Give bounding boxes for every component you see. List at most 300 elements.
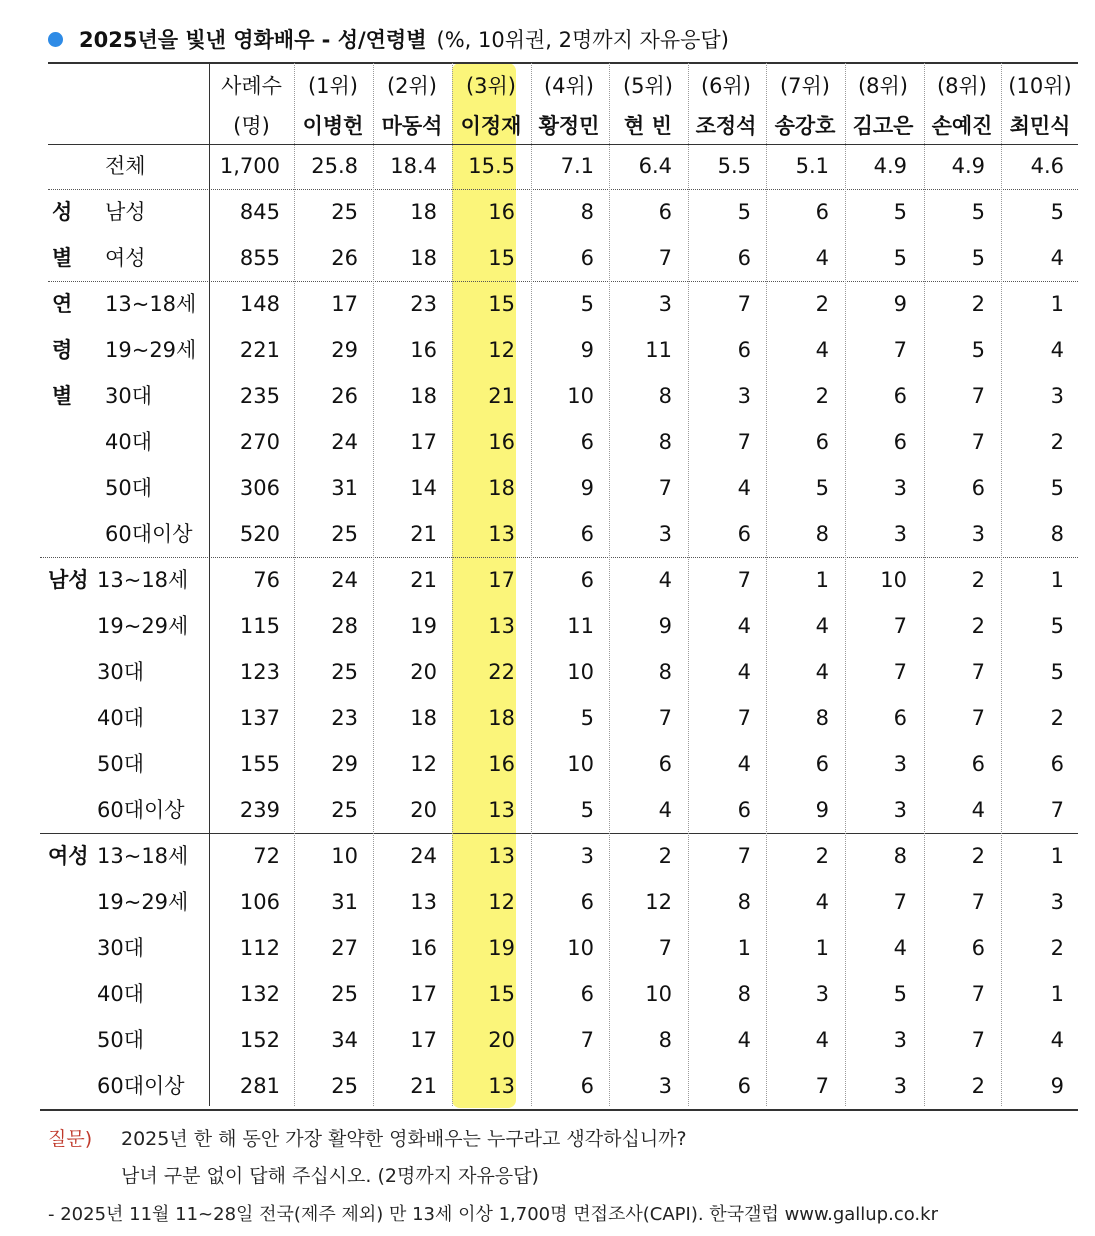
value-cell: 8 — [737, 982, 751, 1006]
value-cell: 4 — [1050, 1028, 1064, 1052]
value-cell: 17 — [331, 292, 358, 316]
value-cell: 2 — [815, 384, 829, 408]
value-cell: 6 — [1050, 752, 1064, 776]
value-cell: 6 — [658, 200, 672, 224]
value-cell: 16 — [488, 200, 515, 224]
header-actor: 최민식 — [1009, 114, 1071, 138]
value-cell: 2 — [971, 292, 985, 316]
value-cell: 1 — [1050, 844, 1064, 868]
value-cell: 15 — [488, 246, 515, 270]
value-cell: 4 — [815, 338, 829, 362]
value-cell: 6 — [737, 246, 751, 270]
value-cell: 6 — [580, 890, 594, 914]
value-cell: 6 — [971, 936, 985, 960]
value-cell: 12 — [488, 338, 515, 362]
value-cell: 6 — [737, 1074, 751, 1098]
value-cell: 6 — [815, 752, 829, 776]
value-cell: 13 — [488, 844, 515, 868]
value-cell: 6 — [971, 476, 985, 500]
value-cell: 4 — [815, 246, 829, 270]
value-cell: 31 — [331, 476, 358, 500]
value-cell: 6 — [737, 338, 751, 362]
column-divider — [373, 63, 374, 1106]
value-cell: 5 — [971, 200, 985, 224]
value-cell: 1 — [1050, 982, 1064, 1006]
value-cell: 7 — [893, 660, 907, 684]
value-cell: 4 — [1050, 246, 1064, 270]
value-cell: 6 — [580, 246, 594, 270]
group-row-count: 148 — [239, 292, 280, 316]
value-cell: 2 — [1050, 706, 1064, 730]
value-cell: 6 — [893, 706, 907, 730]
value-cell: 3 — [893, 522, 907, 546]
column-divider — [531, 63, 532, 1106]
table-bottom-border — [40, 1109, 1078, 1111]
value-cell: 3 — [1050, 384, 1064, 408]
group-row-count: 72 — [253, 844, 280, 868]
value-cell: 12 — [410, 752, 437, 776]
value-cell: 5 — [580, 292, 594, 316]
value-cell: 18.4 — [390, 154, 437, 178]
value-cell: 5 — [893, 246, 907, 270]
value-cell: 25 — [331, 200, 358, 224]
value-cell: 5 — [815, 476, 829, 500]
value-cell: 3 — [658, 292, 672, 316]
group-row-count: 112 — [239, 936, 280, 960]
value-cell: 16 — [410, 936, 437, 960]
group-row-label: 50대 — [97, 1028, 145, 1052]
value-cell: 31 — [331, 890, 358, 914]
value-cell: 7 — [737, 292, 751, 316]
header-rank: (5위) — [622, 74, 674, 98]
value-cell: 18 — [410, 384, 437, 408]
value-cell: 21 — [410, 568, 437, 592]
value-cell: 7 — [893, 890, 907, 914]
value-cell: 25 — [331, 1074, 358, 1098]
group-row-label: 60대이상 — [97, 798, 185, 822]
group-row-count: 306 — [239, 476, 280, 500]
value-cell: 5 — [1050, 614, 1064, 638]
value-cell: 4 — [737, 476, 751, 500]
group-row-count: 152 — [239, 1028, 280, 1052]
value-cell: 21 — [488, 384, 515, 408]
value-cell: 3 — [893, 476, 907, 500]
value-cell: 7 — [737, 568, 751, 592]
value-cell: 9 — [580, 476, 594, 500]
value-cell: 4 — [658, 568, 672, 592]
group-label-char: 령 — [52, 338, 73, 362]
value-cell: 3 — [893, 1074, 907, 1098]
value-cell: 7 — [580, 1028, 594, 1052]
value-cell: 5 — [893, 200, 907, 224]
header-actor: 이병헌 — [302, 114, 364, 138]
value-cell: 3 — [658, 1074, 672, 1098]
group-row-label: 13~18세 — [105, 292, 197, 316]
group-row-count: 123 — [239, 660, 280, 684]
value-cell: 1 — [737, 936, 751, 960]
value-cell: 15 — [488, 292, 515, 316]
group-label: 남성 — [48, 568, 89, 592]
value-cell: 6 — [580, 568, 594, 592]
value-cell: 6 — [893, 430, 907, 454]
value-cell: 3 — [893, 798, 907, 822]
value-cell: 3 — [893, 1028, 907, 1052]
group-row-count: 106 — [239, 890, 280, 914]
value-cell: 28 — [331, 614, 358, 638]
value-cell: 13 — [488, 614, 515, 638]
group-label-char: 별 — [52, 246, 73, 270]
value-cell: 21 — [410, 522, 437, 546]
header-actor: 손예진 — [931, 114, 993, 138]
value-cell: 20 — [488, 1028, 515, 1052]
header-actor: 현 빈 — [624, 114, 672, 138]
value-cell: 10 — [331, 844, 358, 868]
header-rank: (3위) — [465, 74, 517, 98]
value-cell: 24 — [331, 430, 358, 454]
value-cell: 5 — [1050, 660, 1064, 684]
group-row-count: 76 — [253, 568, 280, 592]
group-row-count: 132 — [239, 982, 280, 1006]
value-cell: 20 — [410, 660, 437, 684]
group-row-label: 여성 — [105, 246, 146, 270]
value-cell: 10 — [567, 936, 594, 960]
group-row-label: 30대 — [97, 660, 145, 684]
value-cell: 24 — [331, 568, 358, 592]
header-rank: (8위) — [936, 74, 988, 98]
value-cell: 7 — [737, 430, 751, 454]
group-row-count: 221 — [239, 338, 280, 362]
value-cell: 2 — [815, 292, 829, 316]
value-cell: 7 — [893, 614, 907, 638]
group-border — [40, 833, 1078, 834]
group-row-count: 115 — [239, 614, 280, 638]
value-cell: 8 — [893, 844, 907, 868]
value-cell: 22 — [488, 660, 515, 684]
value-cell: 8 — [1050, 522, 1064, 546]
value-cell: 5 — [580, 706, 594, 730]
value-cell: 13 — [488, 798, 515, 822]
value-cell: 6.4 — [638, 154, 672, 178]
group-row-label: 60대이상 — [97, 1074, 185, 1098]
value-cell: 10 — [880, 568, 907, 592]
value-cell: 4 — [815, 1028, 829, 1052]
value-cell: 7 — [893, 338, 907, 362]
group-row-count: 137 — [239, 706, 280, 730]
value-cell: 7 — [737, 844, 751, 868]
value-cell: 5 — [971, 246, 985, 270]
value-cell: 16 — [488, 430, 515, 454]
value-cell: 9 — [893, 292, 907, 316]
group-row-count: 239 — [239, 798, 280, 822]
value-cell: 8 — [658, 430, 672, 454]
group-row-label: 13~18세 — [97, 568, 189, 592]
value-cell: 6 — [971, 752, 985, 776]
value-cell: 21 — [410, 1074, 437, 1098]
header-rank: (4위) — [543, 74, 595, 98]
value-cell: 25 — [331, 798, 358, 822]
value-cell: 7 — [971, 384, 985, 408]
value-cell: 16 — [410, 338, 437, 362]
value-cell: 4 — [737, 752, 751, 776]
value-cell: 4 — [893, 936, 907, 960]
value-cell: 6 — [658, 752, 672, 776]
value-cell: 6 — [580, 522, 594, 546]
value-cell: 3 — [893, 752, 907, 776]
group-row-label: 30대 — [105, 384, 153, 408]
title-main: 2025년을 빛낸 영화배우 - 성/연령별 — [79, 28, 427, 52]
value-cell: 17 — [410, 1028, 437, 1052]
value-cell: 18 — [488, 706, 515, 730]
question-line-2: 남녀 구분 없이 답해 주십시오. (2명까지 자유응답) — [121, 1165, 539, 1187]
group-row-count: 270 — [239, 430, 280, 454]
value-cell: 2 — [971, 1074, 985, 1098]
header-actor: 송강호 — [774, 114, 836, 138]
value-cell: 7 — [971, 430, 985, 454]
value-cell: 4 — [815, 660, 829, 684]
value-cell: 3 — [815, 982, 829, 1006]
value-cell: 7 — [971, 1028, 985, 1052]
group-row-label: 19~29세 — [97, 890, 189, 914]
group-row-count: 235 — [239, 384, 280, 408]
value-cell: 4 — [971, 798, 985, 822]
value-cell: 6 — [893, 384, 907, 408]
value-cell: 2 — [1050, 430, 1064, 454]
column-divider — [452, 63, 453, 1106]
column-divider — [209, 63, 210, 1106]
value-cell: 7 — [1050, 798, 1064, 822]
group-label-char: 성 — [52, 200, 73, 224]
value-cell: 20 — [410, 798, 437, 822]
value-cell: 26 — [331, 246, 358, 270]
value-cell: 6 — [737, 798, 751, 822]
value-cell: 19 — [410, 614, 437, 638]
value-cell: 2 — [971, 844, 985, 868]
value-cell: 9 — [1050, 1074, 1064, 1098]
value-cell: 2 — [971, 614, 985, 638]
group-row-label: 19~29세 — [97, 614, 189, 638]
value-cell: 19 — [488, 936, 515, 960]
value-cell: 8 — [580, 200, 594, 224]
group-row-count: 520 — [239, 522, 280, 546]
value-cell: 5 — [580, 798, 594, 822]
value-cell: 8 — [658, 384, 672, 408]
value-cell: 7 — [971, 660, 985, 684]
total-row-label: 전체 — [105, 154, 146, 178]
value-cell: 5.5 — [717, 154, 751, 178]
group-border — [40, 557, 1078, 558]
value-cell: 3 — [658, 522, 672, 546]
group-row-count: 845 — [239, 200, 280, 224]
value-cell: 1 — [1050, 292, 1064, 316]
value-cell: 5 — [971, 338, 985, 362]
group-row-label: 남성 — [105, 200, 146, 224]
value-cell: 7 — [658, 706, 672, 730]
group-row-count: 281 — [239, 1074, 280, 1098]
value-cell: 5 — [1050, 200, 1064, 224]
column-divider — [766, 63, 767, 1106]
group-label: 여성 — [48, 844, 89, 868]
value-cell: 1 — [1050, 568, 1064, 592]
column-divider — [1001, 63, 1002, 1106]
group-row-label: 30대 — [97, 936, 145, 960]
value-cell: 8 — [658, 660, 672, 684]
header-rank: (2위) — [386, 74, 438, 98]
value-cell: 11 — [567, 614, 594, 638]
value-cell: 7 — [737, 706, 751, 730]
total-row-count: 1,700 — [219, 154, 280, 178]
group-row-label: 50대 — [105, 476, 153, 500]
value-cell: 4 — [737, 614, 751, 638]
value-cell: 1 — [815, 568, 829, 592]
value-cell: 12 — [645, 890, 672, 914]
value-cell: 14 — [410, 476, 437, 500]
group-row-label: 40대 — [105, 430, 153, 454]
value-cell: 4 — [815, 890, 829, 914]
value-cell: 18 — [410, 200, 437, 224]
value-cell: 1 — [815, 936, 829, 960]
value-cell: 6 — [580, 982, 594, 1006]
value-cell: 4.9 — [873, 154, 907, 178]
group-row-label: 60대이상 — [105, 522, 193, 546]
value-cell: 2 — [971, 568, 985, 592]
header-actor: 조정석 — [695, 114, 757, 138]
value-cell: 6 — [815, 200, 829, 224]
value-cell: 9 — [580, 338, 594, 362]
value-cell: 25 — [331, 660, 358, 684]
group-row-count: 155 — [239, 752, 280, 776]
header-actor: 김고은 — [852, 114, 914, 138]
value-cell: 15 — [488, 982, 515, 1006]
title-sub: (%, 10위권, 2명까지 자유응답) — [436, 28, 729, 52]
value-cell: 7 — [658, 936, 672, 960]
value-cell: 23 — [410, 292, 437, 316]
question-line-1: 2025년 한 해 동안 가장 활약한 영화배우는 누구라고 생각하십니까? — [121, 1128, 687, 1150]
value-cell: 25 — [331, 982, 358, 1006]
value-cell: 18 — [410, 706, 437, 730]
header-rank: (6위) — [700, 74, 752, 98]
header-rank: (7위) — [779, 74, 831, 98]
value-cell: 3 — [580, 844, 594, 868]
value-cell: 4.9 — [951, 154, 985, 178]
value-cell: 29 — [331, 338, 358, 362]
value-cell: 3 — [1050, 890, 1064, 914]
header-rank: (10위) — [1008, 74, 1072, 98]
value-cell: 18 — [410, 246, 437, 270]
source-note: - 2025년 11월 11~28일 전국(제주 제외) 만 13세 이상 1,700명 면접조사(CAPI). 한국갤럽 www.gallup.co.kr — [48, 1204, 938, 1225]
value-cell: 15.5 — [468, 154, 515, 178]
column-divider — [845, 63, 846, 1106]
value-cell: 4 — [737, 660, 751, 684]
value-cell: 6 — [580, 1074, 594, 1098]
value-cell: 8 — [737, 890, 751, 914]
value-cell: 4 — [815, 614, 829, 638]
value-cell: 5 — [893, 982, 907, 1006]
value-cell: 6 — [737, 522, 751, 546]
value-cell: 29 — [331, 752, 358, 776]
value-cell: 27 — [331, 936, 358, 960]
value-cell: 2 — [658, 844, 672, 868]
value-cell: 9 — [658, 614, 672, 638]
value-cell: 8 — [658, 1028, 672, 1052]
value-cell: 17 — [410, 982, 437, 1006]
value-cell: 13 — [488, 1074, 515, 1098]
header-rank: (8위) — [857, 74, 909, 98]
value-cell: 7 — [658, 246, 672, 270]
value-cell: 13 — [488, 522, 515, 546]
value-cell: 5 — [737, 200, 751, 224]
value-cell: 17 — [410, 430, 437, 454]
group-row-label: 19~29세 — [105, 338, 197, 362]
header-actor: 황정민 — [538, 114, 600, 138]
value-cell: 4 — [658, 798, 672, 822]
group-label-char: 별 — [52, 384, 73, 408]
value-cell: 3 — [971, 522, 985, 546]
value-cell: 10 — [567, 752, 594, 776]
header-count-label: 사례수 — [221, 74, 282, 98]
value-cell: 7 — [658, 476, 672, 500]
value-cell: 7 — [971, 706, 985, 730]
value-cell: 13 — [410, 890, 437, 914]
header-actor: 이정재 — [460, 114, 522, 138]
value-cell: 8 — [815, 706, 829, 730]
value-cell: 10 — [645, 982, 672, 1006]
header-count-unit: (명) — [233, 114, 270, 138]
value-cell: 25 — [331, 522, 358, 546]
value-cell: 2 — [815, 844, 829, 868]
group-row-label: 13~18세 — [97, 844, 189, 868]
value-cell: 18 — [488, 476, 515, 500]
value-cell: 25.8 — [311, 154, 358, 178]
group-row-label: 50대 — [97, 752, 145, 776]
value-cell: 5 — [1050, 476, 1064, 500]
value-cell: 12 — [488, 890, 515, 914]
value-cell: 10 — [567, 660, 594, 684]
value-cell: 9 — [815, 798, 829, 822]
value-cell: 24 — [410, 844, 437, 868]
value-cell: 17 — [488, 568, 515, 592]
value-cell: 2 — [1050, 936, 1064, 960]
value-cell: 23 — [331, 706, 358, 730]
value-cell: 6 — [580, 430, 594, 454]
question-label: 질문) — [48, 1128, 93, 1150]
value-cell: 10 — [567, 384, 594, 408]
value-cell: 5.1 — [795, 154, 829, 178]
group-row-count: 855 — [239, 246, 280, 270]
value-cell: 26 — [331, 384, 358, 408]
column-divider — [294, 63, 295, 1106]
value-cell: 4 — [1050, 338, 1064, 362]
value-cell: 34 — [331, 1028, 358, 1052]
value-cell: 8 — [815, 522, 829, 546]
value-cell: 7 — [815, 1074, 829, 1098]
group-label-char: 연 — [52, 292, 73, 316]
value-cell: 7.1 — [560, 154, 594, 178]
value-cell: 7 — [971, 982, 985, 1006]
column-divider — [924, 63, 925, 1106]
column-divider — [609, 63, 610, 1106]
header-actor: 마동석 — [381, 114, 443, 138]
group-row-label: 40대 — [97, 982, 145, 1006]
column-divider — [688, 63, 689, 1106]
value-cell: 7 — [971, 890, 985, 914]
value-cell: 6 — [815, 430, 829, 454]
value-cell: 11 — [645, 338, 672, 362]
value-cell: 4 — [737, 1028, 751, 1052]
value-cell: 4.6 — [1030, 154, 1064, 178]
value-cell: 16 — [488, 752, 515, 776]
header-rank: (1위) — [307, 74, 359, 98]
group-row-label: 40대 — [97, 706, 145, 730]
